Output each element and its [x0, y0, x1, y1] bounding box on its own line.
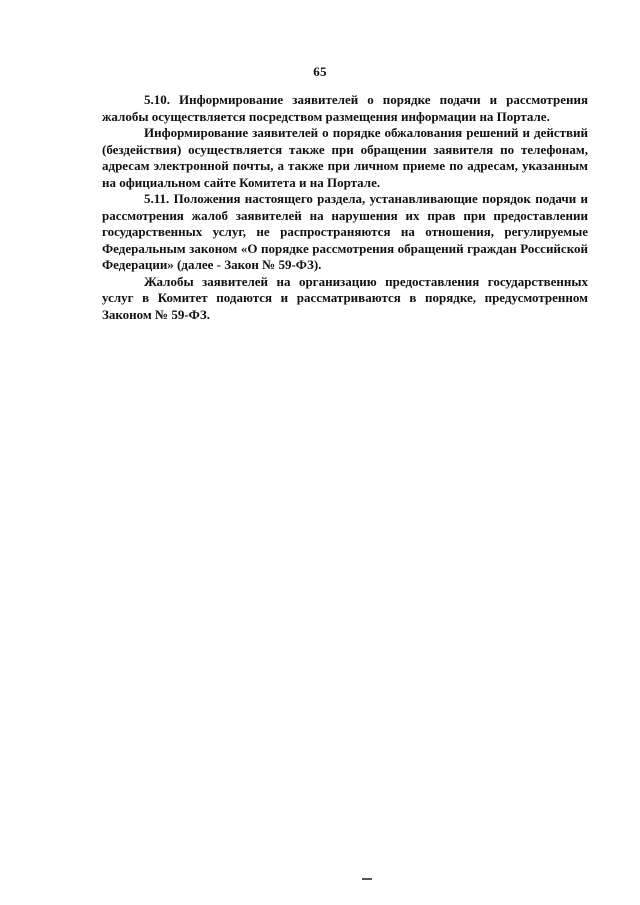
document-body: [102, 92, 588, 323]
footer-mark: [362, 878, 372, 880]
paragraph-5-10: 5.10. Информирование заявителей о порядке подачи и рассмотрения жалобы осуществляется посредством размещения информации на Портале.: [102, 92, 588, 124]
page-number: 65: [313, 64, 327, 79]
paragraph-complaints: Жалобы заявителей на организацию предоставления государственных услуг в Комитет подаются и рассматриваются в порядке, предусмотренном Законом № 59-ФЗ.: [102, 273, 588, 322]
paragraph-5-11: 5.11. Положения настоящего раздела, устанавливающие порядок подачи и рассмотрения жалоб заявителей на нарушения их прав при предоставлении государственных услуг, не распространяются на отношения, регулируемые Федеральным законом «О порядке рассмотрения обращений граждан Российской Федерации» (далее - Закон № 59-ФЗ).: [102, 191, 588, 272]
paragraph-informing: Информирование заявителей о порядке обжалования решений и действий (бездействия) осуществляется также при обращении заявителя по телефонам, адресам электронной почты, а также при личном приеме по адресам, указанным на официальном сайте Комитета и на Портале.: [102, 125, 588, 190]
